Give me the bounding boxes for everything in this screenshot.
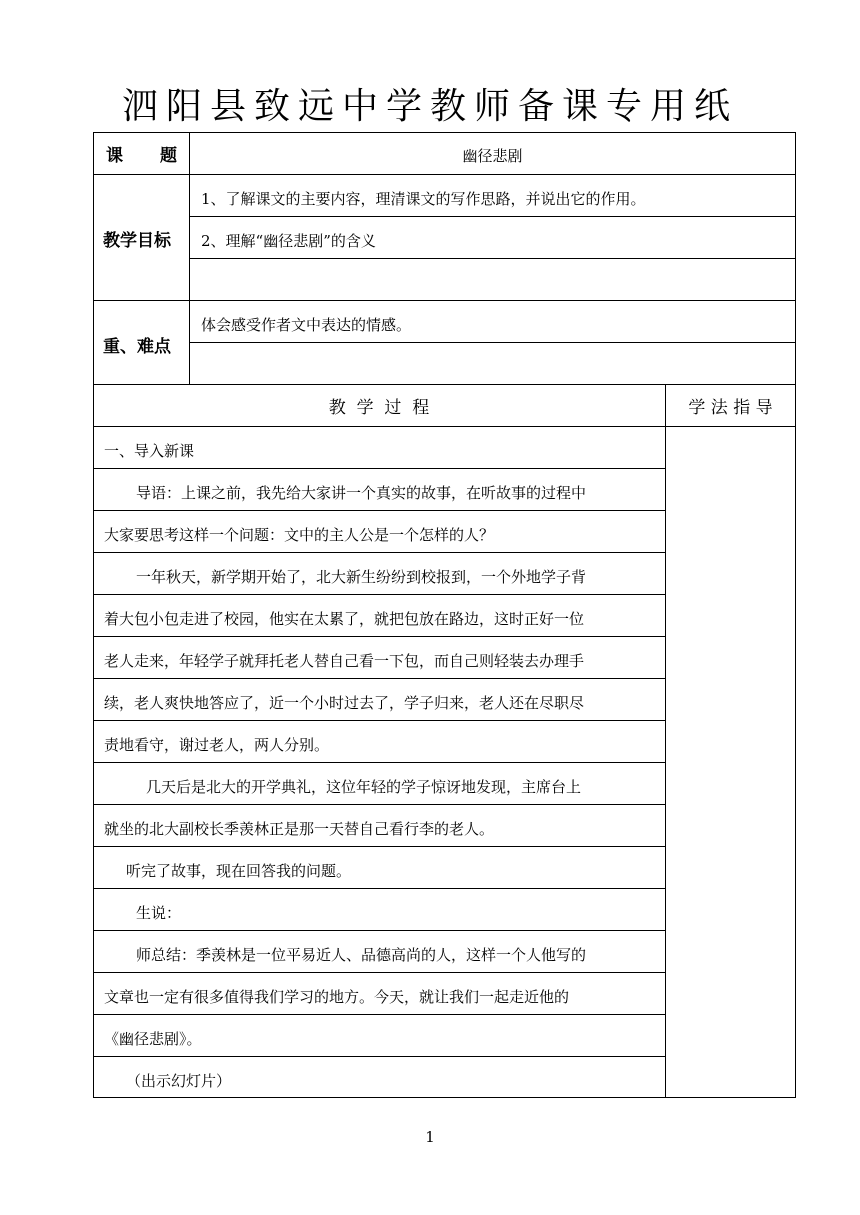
process-header-divider [93,426,796,427]
process-row-divider [93,762,665,763]
process-line: 生说： [136,904,182,922]
topic-label-part-2: 题 [160,146,177,166]
process-row-divider [93,678,665,679]
process-row-divider [93,972,665,973]
row-divider [93,174,796,175]
table-border-right [795,132,796,1098]
process-line: 大家要思考这样一个问题：文中的主人公是一个怎样的人？ [104,526,495,544]
key-points-label: 重、难点 [103,337,171,357]
objectives-label: 教学目标 [103,231,171,251]
process-row-divider [93,636,665,637]
process-row-divider [93,1014,665,1015]
process-line: 老人走来，年轻学子就拜托老人替自己看一下包，而自己则轻装去办理手 [104,652,585,670]
process-line: 续，老人爽快地答应了，近一个小时过去了，学子归来，老人还在尽职尽 [104,694,585,712]
process-row-divider [93,510,665,511]
process-row-divider [93,720,665,721]
row-divider [189,216,796,217]
row-divider [189,258,796,259]
process-row-divider [93,552,665,553]
process-line: 师总结：季羡林是一位平易近人、品德高尚的人，这样一个人他写的 [136,946,587,964]
process-header: 教 学 过 程 [328,398,430,418]
process-row-divider [93,930,665,931]
process-line: 文章也一定有很多值得我们学习的地方。今天，就让我们一起走近他的 [104,988,570,1006]
table-border-top [93,132,796,133]
objective-item: 2、理解“幽径悲剧”的含义 [201,232,376,250]
row-divider [93,300,796,301]
key-point-item: 体会感受作者文中表达的情感。 [201,316,412,334]
table-border-bottom [93,1097,796,1098]
guidance-header: 学 法 指 导 [688,398,773,418]
table-border-left [93,132,94,1098]
process-line: 一年秋天，新学期开始了，北大新生纷纷到校报到，一个外地学子背 [136,568,587,586]
page-title: 泗阳县致远中学教师备课专用纸 [121,86,738,127]
topic-label-part-1: 课 [106,146,123,166]
process-line: 着大包小包走进了校园，他实在太累了，就把包放在路边，这时正好一位 [104,610,585,628]
process-line: 《幽径悲剧》。 [104,1030,202,1048]
row-divider [189,342,796,343]
process-line: 一、导入新课 [104,442,195,460]
process-line: 听完了故事，现在回答我的问题。 [126,862,352,880]
process-line: （出示幻灯片） [126,1072,232,1090]
objective-item: 1、了解课文的主要内容，理清课文的写作思路，并说出它的作用。 [201,190,646,208]
process-row-divider [93,888,665,889]
row-divider [93,384,796,385]
process-row-divider [93,804,665,805]
process-line: 责地看守，谢过老人，两人分别。 [104,736,330,754]
page-number: 1 [425,1128,435,1146]
process-row-divider [93,1056,665,1057]
process-line: 导语：上课之前，我先给大家讲一个真实的故事，在听故事的过程中 [136,484,587,502]
process-row-divider [93,468,665,469]
process-row-divider [93,846,665,847]
process-row-divider [93,594,665,595]
process-line: 几天后是北大的开学典礼，这位年轻的学子惊讶地发现，主席台上 [146,778,582,796]
process-line: 就坐的北大副校长季羡林正是那一天替自己看行李的老人。 [104,820,495,838]
topic-value: 幽径悲剧 [462,147,523,165]
process-column-divider [665,384,666,1098]
